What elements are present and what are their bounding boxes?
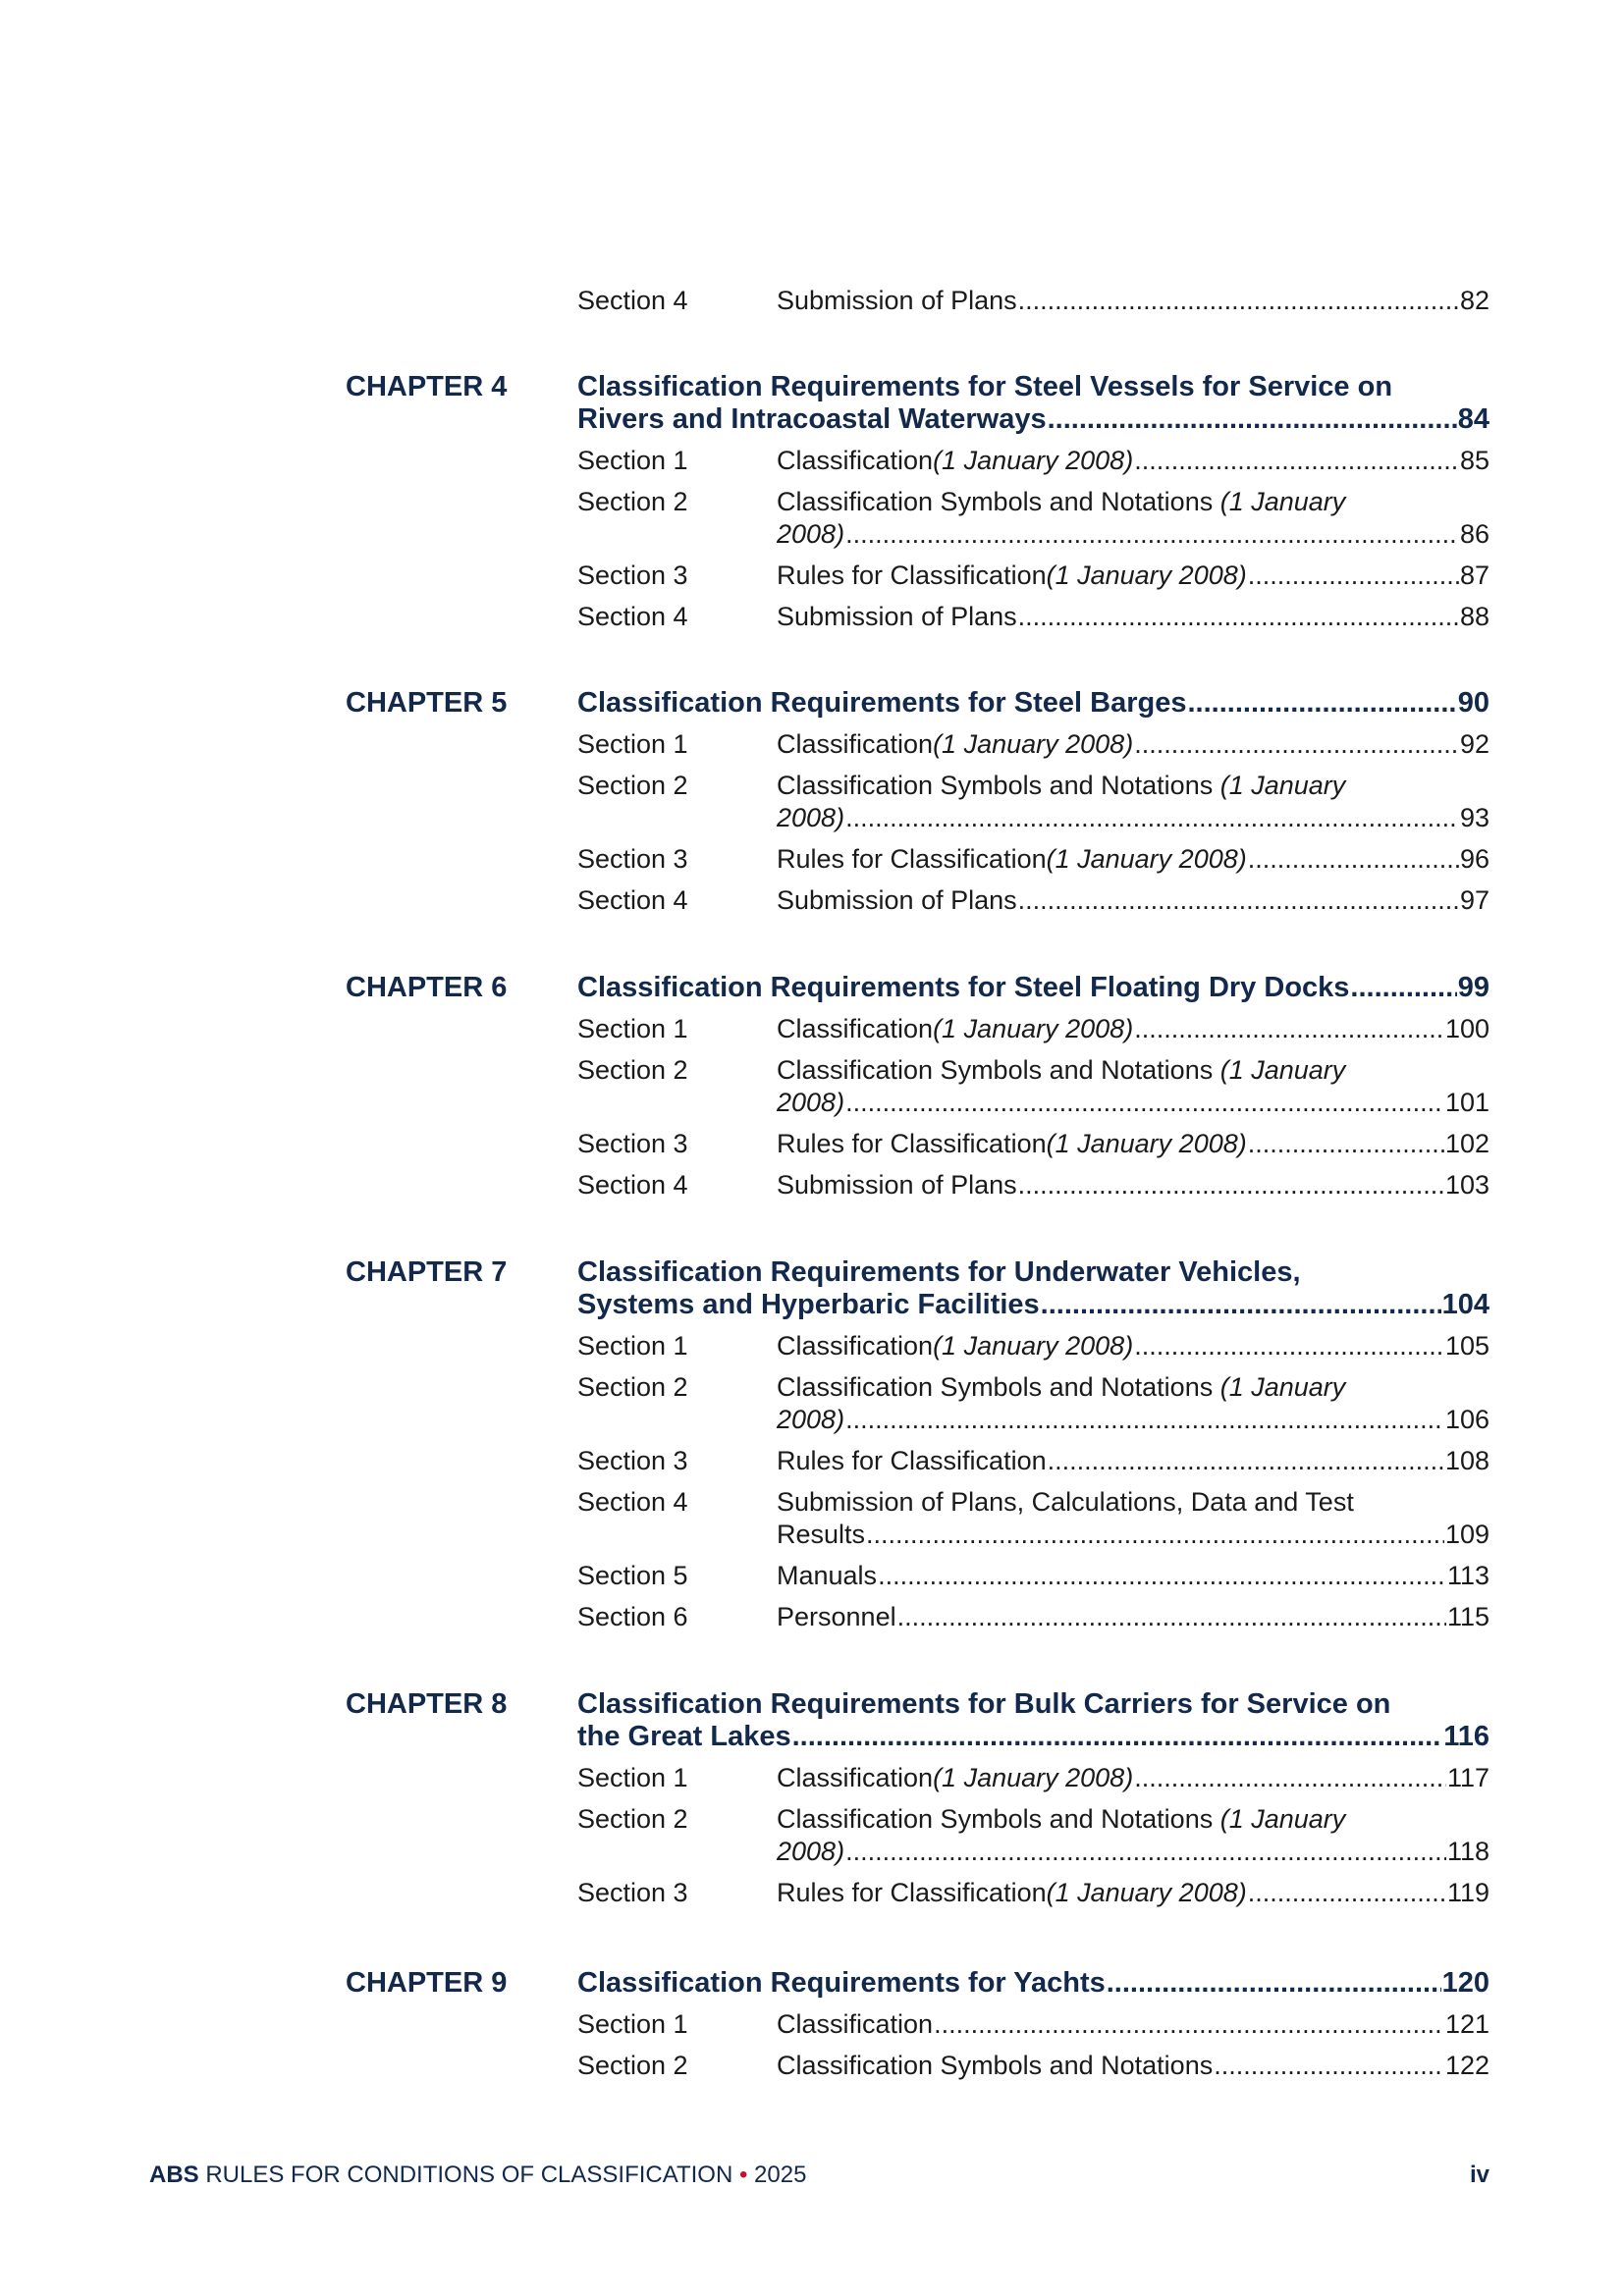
entry-date: (1 January 2008) [933,446,1134,475]
toc-section-row[interactable] [0,1013,1624,1054]
section-title-text: Classification Symbols and Notations [777,487,1220,516]
dot-leader [1248,1128,1444,1160]
toc-section-row[interactable] [0,843,1624,884]
page-number: 104 [1441,1289,1489,1320]
entry-title: Rules for Classification [777,1878,1047,1907]
page-number: 105 [1444,1331,1489,1361]
page-number: 101 [1444,1088,1489,1117]
title-line [777,802,1489,834]
toc-section-row[interactable] [0,1128,1624,1169]
section-date: (1 January [1219,771,1346,800]
entry-title: Rules for Classification [777,561,1047,590]
section-list [0,1330,1624,1642]
dot-leader [1248,843,1459,876]
chapter-label: CHAPTER 5 [346,687,508,719]
page-number: 122 [1444,2051,1489,2080]
section-label: Section 3 [577,1446,688,1475]
title-line [777,1013,1489,1045]
toc-section-row[interactable] [0,2008,1624,2050]
toc-section-row[interactable] [0,1762,1624,1803]
title-line [777,1762,1489,1794]
page-number: 109 [1444,1520,1489,1549]
section-label: Section 6 [577,1602,688,1631]
title-line [777,2050,1489,2082]
entry-date: (1 January 2008) [933,1014,1134,1043]
entry-date: (1 January 2008) [1046,561,1247,590]
section-label: Section 4 [577,1487,688,1517]
section-title [777,728,1489,761]
footer-year: 2025 [747,2162,807,2188]
entry-title: Classification [777,446,934,475]
section-label: Section 2 [577,1372,688,1402]
section-title [777,1445,1489,1477]
chapter-title-line1: Classification Requirements for Bulk Carriers for Service on [577,1688,1391,1720]
dot-leader [878,1560,1446,1592]
entry-date: (1 January 2008) [1046,1878,1247,1907]
toc-section-row[interactable] [0,1054,1624,1128]
section-label: Section 1 [577,1014,688,1043]
toc-section-row[interactable] [0,1560,1624,1601]
section-title [777,1601,1489,1633]
entry-title: Classification Requirements for Steel Barges [577,687,1187,719]
toc-section-row[interactable] [0,2050,1624,2091]
section-label: Section 3 [577,561,688,590]
dot-leader [792,1721,1443,1753]
entry-title: Systems and Hyperbaric Facilities [577,1289,1040,1320]
section-title-text: Classification Symbols and Notations [777,1804,1220,1834]
dot-leader [1018,601,1459,633]
title-line [777,601,1489,633]
section-title-text: Classification Symbols and Notations [777,1055,1220,1085]
entry-title: Classification [777,1331,934,1361]
section-title [777,2050,1489,2082]
page-number: 120 [1441,1967,1489,1999]
page-number: 85 [1459,446,1489,475]
section-title [777,770,1489,834]
entry-title: Rules for Classification [777,1129,1047,1158]
section-list [0,1762,1624,1918]
dot-leader [845,518,1459,551]
section-title [777,1560,1489,1592]
section-label: Section 1 [577,446,688,475]
entry-date: (1 January 2008) [933,1763,1134,1792]
footer-page-number: iv [1469,2162,1489,2188]
footer-text: RULES FOR CONDITIONS OF CLASSIFICATION [198,2162,739,2188]
section-list [0,728,1624,926]
section-title [777,884,1489,917]
section-label: Section 5 [577,1561,688,1590]
title-line [577,1289,1489,1321]
title-line [777,1836,1489,1868]
page-number: 90 [1457,687,1489,719]
entry-title: Submission of Plans [777,885,1017,915]
dot-leader [1134,1330,1444,1362]
section-label: Section 1 [577,1331,688,1361]
section-label: Section 2 [577,2051,688,2080]
section-date: (1 January [1219,1055,1346,1085]
dot-leader [1187,687,1456,720]
title-line [577,972,1489,1004]
toc-section-row[interactable] [0,1445,1624,1486]
dot-leader [1048,1445,1444,1477]
toc-section-row[interactable] [0,1601,1624,1642]
page-number: 119 [1446,1878,1489,1907]
toc-section-row[interactable] [0,728,1624,770]
page-number: 88 [1459,602,1489,631]
page-number: 99 [1457,972,1489,1003]
section-date: (1 January [1219,1804,1346,1834]
entry-title: Rivers and Intracoastal Waterways [577,403,1047,435]
section-title [777,1054,1489,1119]
page-number: 97 [1459,885,1489,915]
dot-leader [897,1601,1446,1633]
page-number: 118 [1446,1837,1489,1866]
entry-title: Personnel [777,1602,896,1631]
entry-date: (1 January 2008) [933,1331,1134,1361]
page-number: 121 [1444,2009,1489,2039]
entry-title: Classification Requirements for Steel Floating Dry Docks [577,972,1350,1003]
title-line [777,1445,1489,1477]
section-label: Section 3 [577,1878,688,1907]
section-title [777,1330,1489,1362]
section-title-line1: Submission of Plans, Calculations, Data and Test [777,1487,1354,1517]
toc-section-row[interactable] [0,601,1624,642]
page-number: 96 [1459,844,1489,874]
chapter-title-line1: Classification Requirements for Steel Vessels for Service on [577,371,1393,402]
section-title-line1 [777,770,1489,802]
title-line [777,560,1489,592]
section-title [777,1169,1489,1201]
toc-section-row[interactable] [0,1169,1624,1210]
section-label: Section 4 [577,602,688,631]
chapter-title[interactable] [577,972,1489,1004]
toc-section-row[interactable] [0,1371,1624,1445]
title-line [777,1169,1489,1201]
dot-leader [1041,1289,1441,1321]
entry-title: Submission of Plans [777,1170,1017,1200]
page-number: 108 [1444,1446,1489,1475]
toc-section-row[interactable] [0,486,1624,560]
section-date-cont: 2008) [777,1405,845,1434]
dot-leader [1048,403,1457,436]
toc-section-row[interactable] [0,1486,1624,1560]
page-number: 103 [1444,1170,1489,1200]
dot-leader [845,802,1459,834]
page-number: 116 [1443,1721,1489,1752]
title-line [777,518,1489,551]
section-title-line1 [777,486,1489,518]
section-title: Submission of Plans [777,286,1017,315]
section-title [777,560,1489,592]
chapter-label: CHAPTER 9 [346,1967,508,1999]
section-list [0,2008,1624,2091]
toc-section-row[interactable] [0,770,1624,843]
entry-title: Classification Requirements for Yachts [577,1967,1106,1999]
page-number: 93 [1459,803,1489,832]
section-label: Section 2 [577,1055,688,1085]
section-title [777,486,1489,551]
section-label: Section 4 [577,286,688,315]
title-line [777,843,1489,876]
section-date-cont: 2008) [777,803,845,832]
section-date-cont: 2008) [777,1837,845,1866]
page-footer [149,2161,1489,2190]
page-number: 102 [1444,1129,1489,1158]
entry-title: Submission of Plans [777,602,1017,631]
entry-title: Classification [777,2009,934,2039]
page-number: 106 [1444,1405,1489,1434]
dot-leader [1134,1762,1446,1794]
section-title-text: Classification Symbols and Notations [777,1372,1220,1402]
entry-title: Classification [777,1014,934,1043]
section-title [777,445,1489,477]
section-title-line1 [777,1054,1489,1087]
dot-leader [1248,1877,1446,1909]
chapter-title[interactable] [577,1688,1489,1753]
title-line [777,1519,1489,1551]
toc-section-row[interactable] [0,285,1624,326]
page-number: 87 [1459,561,1489,590]
title-line [777,1087,1489,1119]
section-list [0,1013,1624,1210]
page-number: 82 [1459,286,1489,315]
footer-brand: ABS [149,2162,199,2188]
section-title-line [777,285,1489,317]
section-label: Section 2 [577,1804,688,1834]
title-line [777,884,1489,917]
dot-leader [1134,1013,1444,1045]
title-line [777,1404,1489,1436]
entry-date: (1 January 2008) [1046,844,1247,874]
dot-leader [1018,1169,1444,1201]
section-title [777,601,1489,633]
chapter-label: CHAPTER 6 [346,972,508,1003]
section-title-text: Classification Symbols and Notations [777,771,1220,800]
entry-title: Classification [777,1763,934,1792]
title-line [777,1601,1489,1633]
dot-leader [1248,560,1459,592]
section-title-line1 [777,1371,1489,1404]
dot-leader [845,1836,1446,1868]
page-number: 113 [1446,1561,1489,1590]
page-number: 117 [1446,1763,1489,1792]
entry-title: Classification [777,729,934,759]
section-title [777,1128,1489,1160]
chapter-title[interactable] [577,687,1489,720]
title-line [577,1721,1489,1753]
footer-bullet: • [738,2162,748,2188]
page-number: 100 [1444,1014,1489,1043]
chapter-label: CHAPTER 8 [346,1688,508,1720]
dot-leader [845,1404,1444,1436]
title-line [777,1128,1489,1160]
page-number: 86 [1459,519,1489,549]
section-title [777,1371,1489,1436]
dot-leader [1134,445,1459,477]
page-number: 84 [1457,403,1489,435]
chapter-label: CHAPTER 7 [346,1256,508,1288]
chapter-title-line1: Classification Requirements for Underwater Vehicles, [577,1256,1301,1288]
section-label: Section 3 [577,844,688,874]
entry-title: Manuals [777,1561,878,1590]
section-date-cont: 2008) [777,1088,845,1117]
toc-section-row[interactable] [0,1877,1624,1918]
section-date: (1 January [1219,1372,1346,1402]
dot-leader [1107,1967,1441,2000]
toc-section-row[interactable] [0,884,1624,926]
section-label: Section 1 [577,1763,688,1792]
section-label: Section 1 [577,2009,688,2039]
title-line [577,1967,1489,2000]
chapter-title[interactable] [577,1256,1489,1321]
section-title [777,843,1489,876]
entry-date: (1 January 2008) [933,729,1134,759]
dot-leader [1134,728,1459,761]
dot-leader [1018,884,1459,917]
dot-leader [1018,285,1459,317]
chapter-title[interactable] [577,371,1489,436]
section-list [0,445,1624,642]
section-label: Section 4 [577,1170,688,1200]
entry-title: Rules for Classification [777,844,1047,874]
chapter-title[interactable] [577,1967,1489,2000]
title-line [577,687,1489,720]
section-label: Section 4 [577,885,688,915]
section-date: (1 January [1219,487,1346,516]
section-title [777,1803,1489,1868]
title-line [777,1877,1489,1909]
dot-leader [845,1087,1444,1119]
section-title [777,1762,1489,1794]
page-number: 115 [1446,1602,1489,1631]
toc-section-row[interactable] [0,445,1624,486]
dot-leader [866,1519,1444,1551]
section-date-cont: 2008) [777,519,845,549]
entry-title: Classification Symbols and Notations [777,2051,1214,2080]
toc-section-row[interactable] [0,1330,1624,1371]
section-label: Section 3 [577,1129,688,1158]
dot-leader [934,2008,1444,2041]
section-title [777,1486,1489,1551]
entry-title: Results [777,1520,866,1549]
dot-leader [1350,972,1456,1004]
section-title-line1 [777,1803,1489,1836]
entry-title: the Great Lakes [577,1721,791,1752]
title-line [777,728,1489,761]
title-line [577,403,1489,436]
section-title [777,2008,1489,2041]
section-title [777,1013,1489,1045]
title-line [777,1330,1489,1362]
toc-section-row[interactable] [0,560,1624,601]
section-title [777,1877,1489,1909]
title-line [777,2008,1489,2041]
section-label: Section 2 [577,771,688,800]
title-line [777,445,1489,477]
chapter-label: CHAPTER 4 [346,371,508,402]
dot-leader [1214,2050,1444,2082]
entry-title: Rules for Classification [777,1446,1047,1475]
section-label: Section 1 [577,729,688,759]
entry-date: (1 January 2008) [1046,1129,1247,1158]
page-number: 92 [1459,729,1489,759]
section-label: Section 2 [577,487,688,516]
toc-section-row[interactable] [0,1803,1624,1877]
title-line [777,1560,1489,1592]
